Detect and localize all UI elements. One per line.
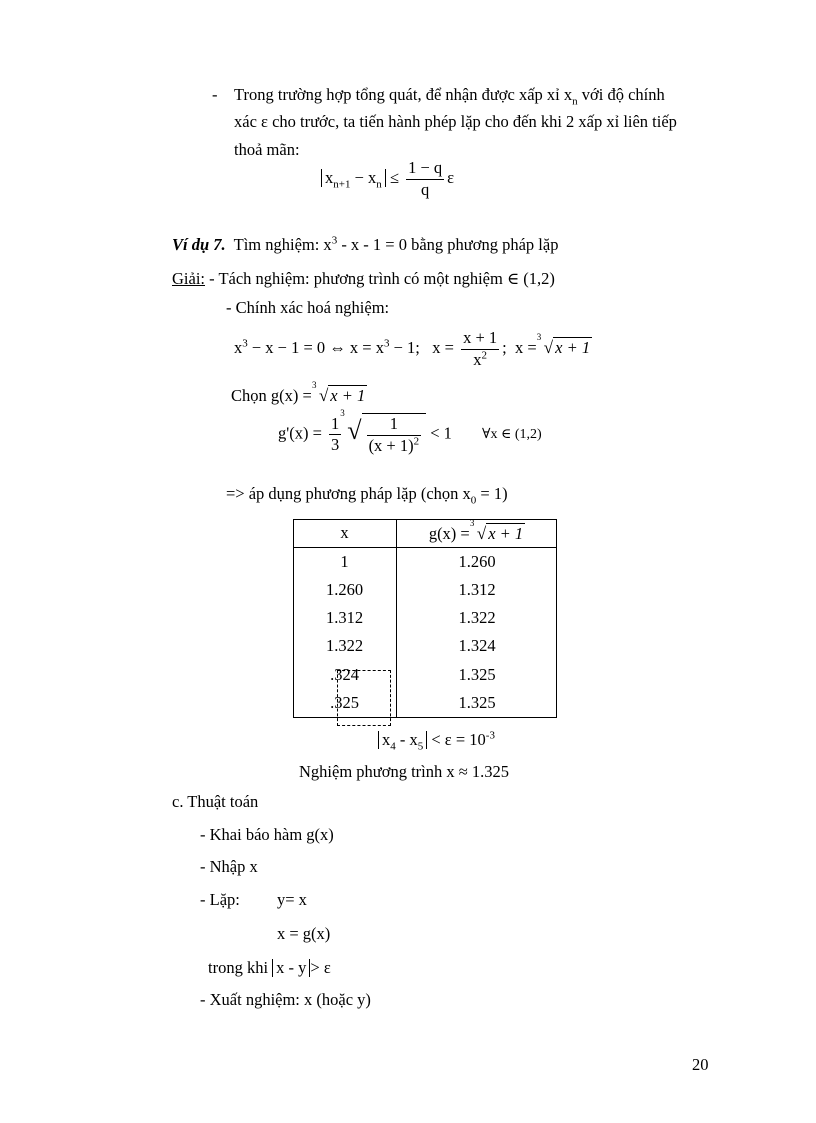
derivative-formula: g'(x) = $\frac{1}{3}$ 3 √ $\frac{1}{(x + 1)^2}$ < 1 ∀x ∈ (1,2) (278, 408, 542, 455)
fraction-q: $\frac{1 - q}{q}$ (408, 158, 443, 199)
cube-root-choose: 3 √ x + 1 (311, 380, 366, 405)
algo-loop-step-2: x = g(x) (277, 924, 331, 943)
intro-line-2: xác ε cho trước, ta tiến hành phép lặp cho đến khi 2 xấp xỉ liên tiếp (234, 112, 677, 131)
table-row (293, 632, 557, 660)
algorithm-heading: c. Thuật toán (172, 792, 259, 811)
iteration-table (293, 519, 557, 717)
cell-g: 1.324 (458, 636, 496, 656)
table-row (293, 604, 557, 632)
header-g: g(x) = 3 √ x + 1 (397, 519, 558, 548)
abs-x4-x5: $x_4 - x_5$ (378, 731, 427, 749)
header-x: x (293, 519, 397, 548)
cell-g: 1.325 (458, 692, 496, 712)
abs-difference: $x_{n+1} - x_n$ (321, 169, 386, 187)
cell-g: 1.322 (458, 608, 496, 628)
algo-declare: - Khai báo hàm g(x) (200, 825, 334, 844)
cell-x: 1.312 (293, 604, 397, 632)
table-row (293, 689, 557, 717)
cell-x: .325 (293, 689, 397, 717)
bullet-dash: - (212, 85, 218, 104)
example-label: Ví dụ 7. (172, 235, 226, 254)
intro-line-1: Trong trường hợp tổng quát, để nhận được xấp xỉ $x_n$ với độ chính (234, 85, 665, 108)
table-row (293, 548, 557, 577)
convergence-highlight-box (337, 670, 391, 726)
algo-loop-label: - Lặp: (200, 890, 240, 909)
cube-root-derivative: 3 √ $\frac{1}{(x + 1)^2}$ (344, 413, 426, 456)
abs-x-y: x - y (272, 959, 310, 977)
algo-loop-step-1: y= x (277, 890, 307, 909)
solution-label: Giải: (172, 269, 205, 288)
cell-x: 1 (293, 548, 397, 577)
fraction-one-third: $\frac{1}{3}$ (331, 413, 340, 455)
table-row (293, 576, 557, 604)
cell-g: 1.325 (458, 664, 496, 684)
cell-g: 1.260 (458, 552, 496, 572)
example-heading: Ví dụ 7. Tìm nghiệm: $x^3 - x - 1 = 0$ bằng phương pháp lặp (172, 234, 559, 254)
stopping-criterion-formula: $x_{n+1} - x_n$ ≤ $\frac{1 - q}{q}$ ε (321, 158, 454, 200)
apply-iteration-line: => áp dụng phương pháp lặp (chọn $x_0 = 1$) (226, 484, 508, 507)
result-line: Nghiệm phương trình x ≈ 1.325 (299, 762, 510, 781)
fraction-form-2: $\frac{x + 1}{x^2}$ (463, 328, 498, 369)
cell-g: 1.312 (458, 580, 496, 600)
cube-root-form-3: 3 √ x + 1 (536, 331, 591, 357)
cell-x: 1.260 (293, 576, 397, 604)
page-number: 20 (692, 1055, 709, 1074)
intro-line-3: thoả mãn: (234, 140, 300, 159)
error-bound-line: $x_4 - x_5 < \varepsilon = 10^{-3}$ (378, 730, 495, 750)
algo-input: - Nhập x (200, 857, 258, 876)
solution-line: Giải: - Tách nghiệm: phương trình có một nghiệm ∈ (1,2) (172, 269, 555, 288)
algo-while: trong khi x - y > ε (208, 958, 331, 977)
refine-line: - Chính xác hoá nghiệm: (226, 298, 390, 317)
equivalent-forms: $x^3 - x - 1 = 0$ ⇔ $x = x^3 - 1$; x = $\frac{x + 1}{x^2}$ ; x = 3 √ x + 1 (234, 328, 591, 369)
algo-output: - Xuất nghiệm: x (hoặc y) (200, 990, 371, 1009)
cell-x: 1.322 (293, 632, 397, 660)
fraction-inner: $\frac{1}{(x + 1)^2}$ (368, 414, 420, 455)
choose-g: Chọn g(x) = 3 √ x + 1 (231, 380, 366, 405)
table-header-row (293, 519, 557, 548)
cell-x: .324 (293, 660, 397, 688)
table-row (293, 660, 557, 688)
cube-root-table: 3 √ x + 1 (469, 517, 524, 543)
